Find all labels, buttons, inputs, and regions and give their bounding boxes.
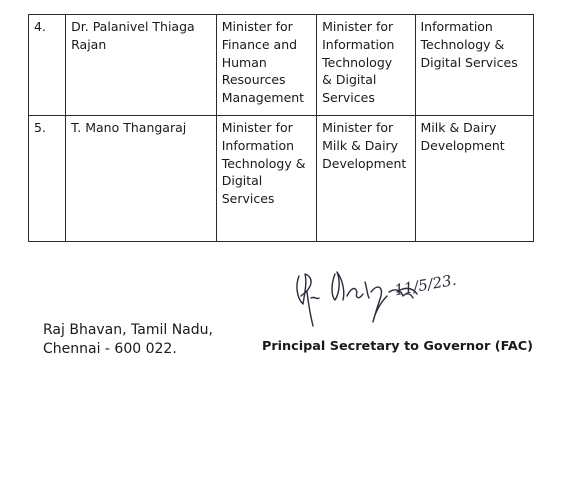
table-row — [29, 116, 534, 242]
address-line: Raj Bhavan, Tamil Nadu, — [43, 322, 213, 338]
serial-number-cell: 4. — [29, 15, 66, 116]
issuing-office-address — [43, 321, 213, 358]
subjects-cell: Information Technology & Digital Services — [415, 15, 534, 116]
signatory-designation: Principal Secretary to Governor (FAC) — [261, 339, 533, 354]
new-portfolio-cell: Minister for Information Technology & Digital Services — [317, 15, 415, 116]
subjects-cell: Milk & Dairy Development — [415, 116, 534, 242]
previous-portfolio-cell: Minister for Finance and Human Resources Management — [216, 15, 316, 116]
minister-name-cell: Dr. Palanivel Thiaga Rajan — [66, 15, 217, 116]
new-portfolio-cell: Minister for Milk & Dairy Development — [317, 116, 415, 242]
address-line: Chennai - 600 022. — [43, 340, 177, 357]
minister-name-cell: T. Mano Thangaraj — [66, 116, 217, 242]
handwritten-signature — [285, 252, 465, 332]
previous-portfolio-cell: Minister for Information Technology & Digital Services — [216, 116, 316, 242]
ministers-table — [28, 14, 534, 242]
table-row — [29, 15, 534, 116]
signature-date: 11/5/23. — [392, 270, 458, 300]
serial-number-cell: 5. — [29, 116, 66, 242]
